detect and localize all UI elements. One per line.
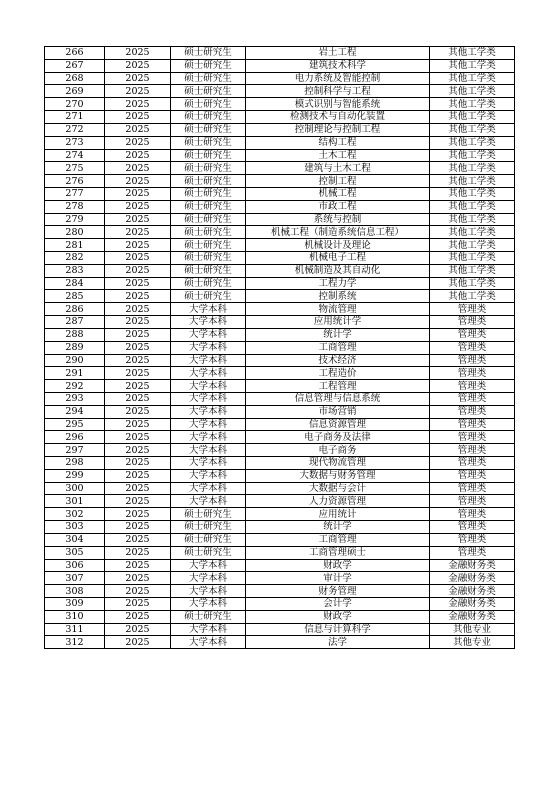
row-number-cell: 291 bbox=[45, 367, 105, 380]
table-row bbox=[45, 636, 515, 649]
row-number-cell: 310 bbox=[45, 610, 105, 623]
major-name-cell: 机械工程（制造系统信息工程） bbox=[246, 226, 430, 239]
category-cell: 管理类 bbox=[430, 457, 515, 470]
row-number-cell: 286 bbox=[45, 303, 105, 316]
degree-level-cell: 硕士研究生 bbox=[171, 72, 246, 85]
year-cell: 2025 bbox=[105, 123, 171, 136]
majors-sheet bbox=[44, 46, 514, 649]
major-name-cell: 控制系统 bbox=[246, 290, 430, 303]
category-cell: 管理类 bbox=[430, 533, 515, 546]
table-row bbox=[45, 533, 515, 546]
degree-level-cell: 大学本科 bbox=[171, 636, 246, 649]
year-cell: 2025 bbox=[105, 521, 171, 534]
year-cell: 2025 bbox=[105, 457, 171, 470]
row-number-cell: 303 bbox=[45, 521, 105, 534]
year-cell: 2025 bbox=[105, 59, 171, 72]
degree-level-cell: 硕士研究生 bbox=[171, 533, 246, 546]
year-cell: 2025 bbox=[105, 444, 171, 457]
major-name-cell: 土木工程 bbox=[246, 149, 430, 162]
category-cell: 管理类 bbox=[430, 380, 515, 393]
major-name-cell: 电子商务及法律 bbox=[246, 431, 430, 444]
row-number-cell: 268 bbox=[45, 72, 105, 85]
table-row bbox=[45, 495, 515, 508]
major-name-cell: 审计学 bbox=[246, 572, 430, 585]
table-row bbox=[45, 431, 515, 444]
row-number-cell: 277 bbox=[45, 187, 105, 200]
major-name-cell: 工程管理 bbox=[246, 380, 430, 393]
major-name-cell: 控制理论与控制工程 bbox=[246, 123, 430, 136]
year-cell: 2025 bbox=[105, 495, 171, 508]
degree-level-cell: 大学本科 bbox=[171, 572, 246, 585]
year-cell: 2025 bbox=[105, 303, 171, 316]
category-cell: 管理类 bbox=[430, 405, 515, 418]
major-name-cell: 工程造价 bbox=[246, 367, 430, 380]
major-name-cell: 现代物流管理 bbox=[246, 457, 430, 470]
category-cell: 其他工学类 bbox=[430, 85, 515, 98]
degree-level-cell: 大学本科 bbox=[171, 405, 246, 418]
degree-level-cell: 硕士研究生 bbox=[171, 521, 246, 534]
year-cell: 2025 bbox=[105, 572, 171, 585]
table-row bbox=[45, 123, 515, 136]
table-row bbox=[45, 226, 515, 239]
degree-level-cell: 大学本科 bbox=[171, 392, 246, 405]
category-cell: 其他工学类 bbox=[430, 149, 515, 162]
table-row bbox=[45, 111, 515, 124]
row-number-cell: 267 bbox=[45, 59, 105, 72]
degree-level-cell: 硕士研究生 bbox=[171, 47, 246, 60]
table-row bbox=[45, 559, 515, 572]
category-cell: 其他工学类 bbox=[430, 136, 515, 149]
row-number-cell: 282 bbox=[45, 252, 105, 265]
table-row bbox=[45, 341, 515, 354]
year-cell: 2025 bbox=[105, 392, 171, 405]
table-row bbox=[45, 482, 515, 495]
category-cell: 其他工学类 bbox=[430, 290, 515, 303]
category-cell: 管理类 bbox=[430, 367, 515, 380]
major-name-cell: 市场营销 bbox=[246, 405, 430, 418]
degree-level-cell: 大学本科 bbox=[171, 367, 246, 380]
year-cell: 2025 bbox=[105, 72, 171, 85]
major-name-cell: 工程力学 bbox=[246, 277, 430, 290]
major-name-cell: 信息资源管理 bbox=[246, 418, 430, 431]
year-cell: 2025 bbox=[105, 111, 171, 124]
year-cell: 2025 bbox=[105, 175, 171, 188]
degree-level-cell: 硕士研究生 bbox=[171, 98, 246, 111]
row-number-cell: 271 bbox=[45, 111, 105, 124]
row-number-cell: 288 bbox=[45, 328, 105, 341]
year-cell: 2025 bbox=[105, 367, 171, 380]
year-cell: 2025 bbox=[105, 277, 171, 290]
table-row bbox=[45, 572, 515, 585]
degree-level-cell: 大学本科 bbox=[171, 597, 246, 610]
table-row bbox=[45, 367, 515, 380]
category-cell: 管理类 bbox=[430, 469, 515, 482]
degree-level-cell: 大学本科 bbox=[171, 341, 246, 354]
year-cell: 2025 bbox=[105, 533, 171, 546]
table-row bbox=[45, 162, 515, 175]
degree-level-cell: 大学本科 bbox=[171, 418, 246, 431]
major-name-cell: 工商管理硕士 bbox=[246, 546, 430, 559]
year-cell: 2025 bbox=[105, 405, 171, 418]
year-cell: 2025 bbox=[105, 136, 171, 149]
year-cell: 2025 bbox=[105, 597, 171, 610]
category-cell: 管理类 bbox=[430, 521, 515, 534]
major-name-cell: 岩土工程 bbox=[246, 47, 430, 60]
degree-level-cell: 大学本科 bbox=[171, 495, 246, 508]
table-row bbox=[45, 252, 515, 265]
major-name-cell: 机械工程 bbox=[246, 187, 430, 200]
degree-level-cell: 硕士研究生 bbox=[171, 277, 246, 290]
year-cell: 2025 bbox=[105, 200, 171, 213]
major-name-cell: 机械设计及理论 bbox=[246, 239, 430, 252]
degree-level-cell: 硕士研究生 bbox=[171, 508, 246, 521]
table-row bbox=[45, 149, 515, 162]
major-name-cell: 物流管理 bbox=[246, 303, 430, 316]
year-cell: 2025 bbox=[105, 585, 171, 598]
row-number-cell: 272 bbox=[45, 123, 105, 136]
category-cell: 其他工学类 bbox=[430, 252, 515, 265]
row-number-cell: 292 bbox=[45, 380, 105, 393]
major-name-cell: 财政学 bbox=[246, 559, 430, 572]
major-name-cell: 控制科学与工程 bbox=[246, 85, 430, 98]
major-name-cell: 会计学 bbox=[246, 597, 430, 610]
table-row bbox=[45, 521, 515, 534]
category-cell: 金融财务类 bbox=[430, 585, 515, 598]
year-cell: 2025 bbox=[105, 431, 171, 444]
row-number-cell: 300 bbox=[45, 482, 105, 495]
major-name-cell: 大数据与会计 bbox=[246, 482, 430, 495]
degree-level-cell: 大学本科 bbox=[171, 482, 246, 495]
category-cell: 管理类 bbox=[430, 392, 515, 405]
year-cell: 2025 bbox=[105, 610, 171, 623]
table-row bbox=[45, 469, 515, 482]
degree-level-cell: 硕士研究生 bbox=[171, 610, 246, 623]
row-number-cell: 306 bbox=[45, 559, 105, 572]
year-cell: 2025 bbox=[105, 85, 171, 98]
category-cell: 其他专业 bbox=[430, 623, 515, 636]
table-row bbox=[45, 47, 515, 60]
category-cell: 管理类 bbox=[430, 341, 515, 354]
year-cell: 2025 bbox=[105, 623, 171, 636]
major-name-cell: 控制工程 bbox=[246, 175, 430, 188]
row-number-cell: 276 bbox=[45, 175, 105, 188]
table-row bbox=[45, 175, 515, 188]
table-row bbox=[45, 457, 515, 470]
category-cell: 其他工学类 bbox=[430, 187, 515, 200]
degree-level-cell: 大学本科 bbox=[171, 316, 246, 329]
table-row bbox=[45, 444, 515, 457]
year-cell: 2025 bbox=[105, 482, 171, 495]
year-cell: 2025 bbox=[105, 636, 171, 649]
category-cell: 管理类 bbox=[430, 316, 515, 329]
table-row bbox=[45, 610, 515, 623]
degree-level-cell: 大学本科 bbox=[171, 303, 246, 316]
degree-level-cell: 硕士研究生 bbox=[171, 213, 246, 226]
category-cell: 其他工学类 bbox=[430, 162, 515, 175]
category-cell: 管理类 bbox=[430, 546, 515, 559]
category-cell: 其他工学类 bbox=[430, 200, 515, 213]
row-number-cell: 311 bbox=[45, 623, 105, 636]
major-name-cell: 电子商务 bbox=[246, 444, 430, 457]
year-cell: 2025 bbox=[105, 239, 171, 252]
category-cell: 其他工学类 bbox=[430, 239, 515, 252]
degree-level-cell: 大学本科 bbox=[171, 431, 246, 444]
row-number-cell: 280 bbox=[45, 226, 105, 239]
category-cell: 金融财务类 bbox=[430, 597, 515, 610]
year-cell: 2025 bbox=[105, 508, 171, 521]
year-cell: 2025 bbox=[105, 213, 171, 226]
table-row bbox=[45, 623, 515, 636]
category-cell: 其他工学类 bbox=[430, 47, 515, 60]
row-number-cell: 290 bbox=[45, 354, 105, 367]
category-cell: 其他工学类 bbox=[430, 59, 515, 72]
row-number-cell: 293 bbox=[45, 392, 105, 405]
row-number-cell: 308 bbox=[45, 585, 105, 598]
table-row bbox=[45, 303, 515, 316]
category-cell: 其他工学类 bbox=[430, 213, 515, 226]
major-name-cell: 机械制造及其自动化 bbox=[246, 264, 430, 277]
degree-level-cell: 大学本科 bbox=[171, 444, 246, 457]
row-number-cell: 302 bbox=[45, 508, 105, 521]
row-number-cell: 275 bbox=[45, 162, 105, 175]
year-cell: 2025 bbox=[105, 380, 171, 393]
degree-level-cell: 硕士研究生 bbox=[171, 226, 246, 239]
row-number-cell: 299 bbox=[45, 469, 105, 482]
category-cell: 管理类 bbox=[430, 418, 515, 431]
year-cell: 2025 bbox=[105, 187, 171, 200]
category-cell: 其他工学类 bbox=[430, 72, 515, 85]
table-row bbox=[45, 277, 515, 290]
degree-level-cell: 大学本科 bbox=[171, 328, 246, 341]
year-cell: 2025 bbox=[105, 469, 171, 482]
row-number-cell: 269 bbox=[45, 85, 105, 98]
degree-level-cell: 硕士研究生 bbox=[171, 239, 246, 252]
table-row bbox=[45, 392, 515, 405]
row-number-cell: 305 bbox=[45, 546, 105, 559]
category-cell: 管理类 bbox=[430, 354, 515, 367]
major-name-cell: 技术经济 bbox=[246, 354, 430, 367]
row-number-cell: 304 bbox=[45, 533, 105, 546]
degree-level-cell: 硕士研究生 bbox=[171, 290, 246, 303]
major-name-cell: 法学 bbox=[246, 636, 430, 649]
table-row bbox=[45, 187, 515, 200]
year-cell: 2025 bbox=[105, 546, 171, 559]
major-name-cell: 市政工程 bbox=[246, 200, 430, 213]
row-number-cell: 312 bbox=[45, 636, 105, 649]
year-cell: 2025 bbox=[105, 264, 171, 277]
year-cell: 2025 bbox=[105, 149, 171, 162]
year-cell: 2025 bbox=[105, 252, 171, 265]
table-row bbox=[45, 200, 515, 213]
major-name-cell: 人力资源管理 bbox=[246, 495, 430, 508]
major-name-cell: 模式识别与智能系统 bbox=[246, 98, 430, 111]
degree-level-cell: 大学本科 bbox=[171, 354, 246, 367]
row-number-cell: 296 bbox=[45, 431, 105, 444]
major-name-cell: 检测技术与自动化装置 bbox=[246, 111, 430, 124]
year-cell: 2025 bbox=[105, 559, 171, 572]
major-name-cell: 机械电子工程 bbox=[246, 252, 430, 265]
majors-table-body bbox=[45, 47, 515, 649]
row-number-cell: 307 bbox=[45, 572, 105, 585]
year-cell: 2025 bbox=[105, 354, 171, 367]
table-row bbox=[45, 239, 515, 252]
major-name-cell: 财务管理 bbox=[246, 585, 430, 598]
table-row bbox=[45, 328, 515, 341]
major-name-cell: 电力系统及智能控制 bbox=[246, 72, 430, 85]
category-cell: 其他工学类 bbox=[430, 277, 515, 290]
category-cell: 管理类 bbox=[430, 508, 515, 521]
row-number-cell: 298 bbox=[45, 457, 105, 470]
year-cell: 2025 bbox=[105, 316, 171, 329]
majors-table bbox=[44, 46, 515, 649]
row-number-cell: 274 bbox=[45, 149, 105, 162]
row-number-cell: 297 bbox=[45, 444, 105, 457]
category-cell: 管理类 bbox=[430, 482, 515, 495]
table-row bbox=[45, 508, 515, 521]
major-name-cell: 建筑与土木工程 bbox=[246, 162, 430, 175]
degree-level-cell: 硕士研究生 bbox=[171, 200, 246, 213]
table-row bbox=[45, 405, 515, 418]
category-cell: 管理类 bbox=[430, 431, 515, 444]
category-cell: 金融财务类 bbox=[430, 610, 515, 623]
degree-level-cell: 大学本科 bbox=[171, 457, 246, 470]
major-name-cell: 统计学 bbox=[246, 328, 430, 341]
category-cell: 金融财务类 bbox=[430, 559, 515, 572]
table-row bbox=[45, 585, 515, 598]
category-cell: 管理类 bbox=[430, 303, 515, 316]
degree-level-cell: 硕士研究生 bbox=[171, 123, 246, 136]
year-cell: 2025 bbox=[105, 341, 171, 354]
row-number-cell: 279 bbox=[45, 213, 105, 226]
major-name-cell: 结构工程 bbox=[246, 136, 430, 149]
table-row bbox=[45, 85, 515, 98]
row-number-cell: 284 bbox=[45, 277, 105, 290]
year-cell: 2025 bbox=[105, 328, 171, 341]
degree-level-cell: 硕士研究生 bbox=[171, 149, 246, 162]
year-cell: 2025 bbox=[105, 98, 171, 111]
table-row bbox=[45, 380, 515, 393]
category-cell: 其他工学类 bbox=[430, 226, 515, 239]
table-row bbox=[45, 597, 515, 610]
major-name-cell: 大数据与财务管理 bbox=[246, 469, 430, 482]
table-row bbox=[45, 98, 515, 111]
major-name-cell: 信息与计算科学 bbox=[246, 623, 430, 636]
category-cell: 其他工学类 bbox=[430, 123, 515, 136]
category-cell: 管理类 bbox=[430, 444, 515, 457]
table-row bbox=[45, 136, 515, 149]
degree-level-cell: 大学本科 bbox=[171, 469, 246, 482]
degree-level-cell: 硕士研究生 bbox=[171, 264, 246, 277]
degree-level-cell: 硕士研究生 bbox=[171, 162, 246, 175]
degree-level-cell: 大学本科 bbox=[171, 380, 246, 393]
degree-level-cell: 硕士研究生 bbox=[171, 175, 246, 188]
major-name-cell: 系统与控制 bbox=[246, 213, 430, 226]
degree-level-cell: 硕士研究生 bbox=[171, 59, 246, 72]
category-cell: 金融财务类 bbox=[430, 572, 515, 585]
table-row bbox=[45, 213, 515, 226]
degree-level-cell: 大学本科 bbox=[171, 559, 246, 572]
year-cell: 2025 bbox=[105, 290, 171, 303]
row-number-cell: 278 bbox=[45, 200, 105, 213]
row-number-cell: 309 bbox=[45, 597, 105, 610]
row-number-cell: 295 bbox=[45, 418, 105, 431]
year-cell: 2025 bbox=[105, 47, 171, 60]
table-row bbox=[45, 418, 515, 431]
row-number-cell: 294 bbox=[45, 405, 105, 418]
table-row bbox=[45, 316, 515, 329]
category-cell: 其他专业 bbox=[430, 636, 515, 649]
category-cell: 管理类 bbox=[430, 328, 515, 341]
row-number-cell: 285 bbox=[45, 290, 105, 303]
degree-level-cell: 硕士研究生 bbox=[171, 187, 246, 200]
degree-level-cell: 大学本科 bbox=[171, 585, 246, 598]
major-name-cell: 应用统计学 bbox=[246, 316, 430, 329]
degree-level-cell: 硕士研究生 bbox=[171, 546, 246, 559]
row-number-cell: 273 bbox=[45, 136, 105, 149]
major-name-cell: 工商管理 bbox=[246, 341, 430, 354]
degree-level-cell: 大学本科 bbox=[171, 623, 246, 636]
major-name-cell: 财政学 bbox=[246, 610, 430, 623]
major-name-cell: 应用统计 bbox=[246, 508, 430, 521]
category-cell: 其他工学类 bbox=[430, 264, 515, 277]
row-number-cell: 270 bbox=[45, 98, 105, 111]
major-name-cell: 统计学 bbox=[246, 521, 430, 534]
row-number-cell: 281 bbox=[45, 239, 105, 252]
major-name-cell: 信息管理与信息系统 bbox=[246, 392, 430, 405]
row-number-cell: 289 bbox=[45, 341, 105, 354]
category-cell: 其他工学类 bbox=[430, 98, 515, 111]
category-cell: 其他工学类 bbox=[430, 111, 515, 124]
degree-level-cell: 硕士研究生 bbox=[171, 136, 246, 149]
row-number-cell: 301 bbox=[45, 495, 105, 508]
major-name-cell: 建筑技术科学 bbox=[246, 59, 430, 72]
table-row bbox=[45, 59, 515, 72]
year-cell: 2025 bbox=[105, 226, 171, 239]
row-number-cell: 266 bbox=[45, 47, 105, 60]
degree-level-cell: 硕士研究生 bbox=[171, 111, 246, 124]
table-row bbox=[45, 546, 515, 559]
degree-level-cell: 硕士研究生 bbox=[171, 85, 246, 98]
table-row bbox=[45, 264, 515, 277]
year-cell: 2025 bbox=[105, 418, 171, 431]
row-number-cell: 287 bbox=[45, 316, 105, 329]
category-cell: 管理类 bbox=[430, 495, 515, 508]
table-row bbox=[45, 354, 515, 367]
major-name-cell: 工商管理 bbox=[246, 533, 430, 546]
year-cell: 2025 bbox=[105, 162, 171, 175]
category-cell: 其他工学类 bbox=[430, 175, 515, 188]
row-number-cell: 283 bbox=[45, 264, 105, 277]
table-row bbox=[45, 72, 515, 85]
degree-level-cell: 硕士研究生 bbox=[171, 252, 246, 265]
table-row bbox=[45, 290, 515, 303]
